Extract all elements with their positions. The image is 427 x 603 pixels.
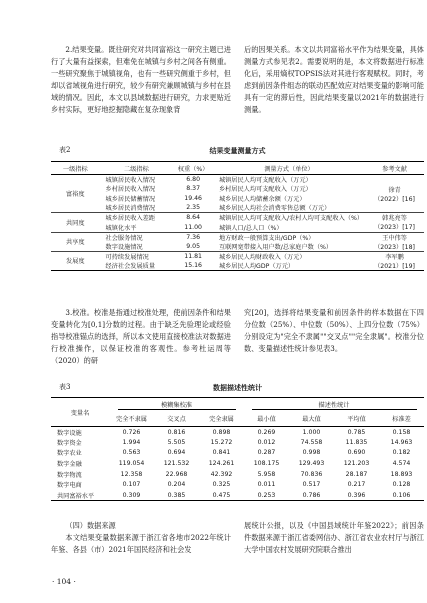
value-cell: 0.694 bbox=[167, 449, 186, 457]
text-block-bottom-right bbox=[244, 520, 424, 556]
variable-name: 共同富裕水平 bbox=[51, 490, 109, 501]
table-row bbox=[51, 427, 424, 438]
table2-caption bbox=[51, 146, 424, 155]
value-cell: 1.000 bbox=[302, 428, 321, 436]
reference-cell: 李军鹏 （2021）[19] bbox=[365, 251, 424, 270]
value-cell: 0.563 bbox=[122, 449, 141, 457]
reference-cell: 韩兆亮等 （2023）[17] bbox=[365, 213, 424, 232]
table2-header: 二级指标 bbox=[100, 162, 174, 175]
value-cell: 0.998 bbox=[302, 449, 321, 457]
weight-cell: 15.16 bbox=[173, 261, 213, 271]
value-cell: 0.475 bbox=[199, 490, 244, 501]
value-cell: 108.175 bbox=[253, 460, 280, 468]
value-cell: 0.816 bbox=[167, 428, 186, 436]
measurement-table bbox=[51, 161, 424, 271]
value-cell: 0.011 bbox=[257, 481, 276, 489]
sub-header: 标准差 bbox=[379, 412, 424, 427]
variable-name: 数字电商 bbox=[57, 482, 82, 490]
value-cell: 1.994 bbox=[122, 438, 141, 446]
table3-caption bbox=[51, 383, 424, 392]
text-block-mid-right bbox=[244, 307, 424, 355]
table3-number: 表3 bbox=[59, 383, 71, 391]
value-cell: 0.217 bbox=[347, 481, 366, 489]
paragraph-data-source-cont: 展统计公报，以及《中国县域统计年鉴2022》；前因条件数据来源于浙江省委网信办、浙江省农业农村厅与浙江大学中国农村发展研究院联合推出 bbox=[244, 521, 424, 554]
value-cell: 0.385 bbox=[154, 490, 199, 501]
value-cell: 4.574 bbox=[392, 460, 411, 468]
value-cell: 14.963 bbox=[390, 438, 413, 446]
secondary-indicator: 数字设施情况 bbox=[100, 242, 174, 252]
table2-number: 表2 bbox=[59, 146, 71, 154]
paragraph-data-source: 本文结果变量数据来源于浙江省各地市2022年统计年鉴、各县（市）2021年国民经济和社会发 bbox=[51, 533, 231, 554]
value-cell: 0.253 bbox=[244, 490, 289, 501]
table2-header: 一级指标 bbox=[51, 162, 100, 175]
value-cell: 119.054 bbox=[118, 460, 145, 468]
value-cell: 0.841 bbox=[212, 449, 231, 457]
var-header: 变量名 bbox=[51, 398, 109, 427]
paragraph-calibration-cont: 究[20]，选择将结果变量和前因条件的样本数据在下四分位数（25%）、中位数（50%）、上四分位数（75%）分别设定为"完全不隶属""交叉点""完全隶属"。校准分位数、变量描述性统计参见表3。 bbox=[244, 308, 424, 353]
value-cell: 0.690 bbox=[347, 449, 366, 457]
secondary-indicator: 可持续发展情况 bbox=[105, 253, 149, 261]
table-row bbox=[51, 458, 424, 469]
method-cell: 乡村居民人均可支配收入（万元） bbox=[218, 186, 312, 194]
value-cell: 74.558 bbox=[300, 438, 323, 446]
paragraph-result-variable-cont: 后的因果关系。本文以共同富裕水平作为结果变量，具体测量方式参见表2。需要说明的是，本文将数据进行标准化后，采用熵权TOPSIS法对其进行客观赋权。同时，考虑到前因条件组态的联动匹配效应对结果变量的影响可能具有一定的滞后性，因此结果变量以2021年的数据进行测量。 bbox=[244, 45, 424, 114]
variable-name: 数字物流 bbox=[57, 471, 82, 479]
value-cell: 12.358 bbox=[120, 470, 143, 478]
table2-title: 结果变量测量方式 bbox=[209, 146, 266, 155]
value-cell: 0.012 bbox=[257, 438, 276, 446]
value-cell: 0.785 bbox=[347, 428, 366, 436]
primary-indicator: 共同度 bbox=[51, 213, 100, 232]
value-cell: 0.396 bbox=[334, 490, 379, 501]
value-cell: 129.493 bbox=[298, 460, 325, 468]
variable-name: 数字资金 bbox=[57, 439, 82, 447]
value-cell: 18.893 bbox=[390, 470, 413, 478]
descriptive-stats-table bbox=[51, 397, 424, 501]
weight-cell: 8.37 bbox=[186, 185, 201, 193]
table-row bbox=[51, 251, 424, 261]
text-block-mid-left bbox=[51, 307, 231, 367]
weight-cell: 6.80 bbox=[186, 176, 201, 184]
secondary-indicator: 城镇居民收入情况 bbox=[105, 177, 156, 185]
paragraph-calibration: 3.校准。校准是指通过校准处理，使前因条件和结果变量转化为[0,1]分数的过程。由于缺乏先验理论或经验指导校准锚点的选择，所以本文使用直接校准法对数据进行校准操作，以保证校准的客观性。参考杜运周等（2020）的研 bbox=[51, 308, 231, 365]
secondary-indicator: 城乡居民消费情况 bbox=[100, 203, 174, 213]
value-cell: 0.158 bbox=[392, 428, 411, 436]
sub-header: 最小值 bbox=[244, 412, 289, 427]
weight-cell: 8.64 bbox=[186, 214, 201, 222]
method-cell: 互联网宽带接入用户数/总家庭户数（%） bbox=[213, 242, 365, 252]
weight-cell: 7.36 bbox=[186, 233, 201, 241]
page-number: · 104 · bbox=[52, 577, 76, 586]
method-cell: 城镇居民人均可支配收入（万元） bbox=[218, 177, 312, 185]
table-row bbox=[51, 175, 424, 185]
weight-cell: 19.46 bbox=[184, 194, 202, 202]
primary-indicator: 共享度 bbox=[51, 232, 100, 251]
sub-header: 平均值 bbox=[334, 412, 379, 427]
value-cell: 0.309 bbox=[109, 490, 154, 501]
value-cell: 70.836 bbox=[300, 470, 323, 478]
reference-cell: 王中伟等 （2023）[18] bbox=[365, 232, 424, 251]
text-block-top-left bbox=[51, 44, 231, 116]
table2-header: 参考文献 bbox=[365, 162, 424, 175]
method-cell: 城乡居民人均GDP（万元） bbox=[213, 261, 365, 271]
variable-name: 数字金融 bbox=[57, 461, 82, 469]
value-cell: 0.269 bbox=[257, 428, 276, 436]
table2-header: 测量方式（单位） bbox=[213, 162, 365, 175]
secondary-indicator: 乡村居民收入情况 bbox=[105, 186, 156, 194]
value-cell: 121.203 bbox=[343, 460, 370, 468]
weight-cell: 11.81 bbox=[184, 252, 202, 260]
value-cell: 42.392 bbox=[210, 470, 233, 478]
group-header-descriptive: 描述性统计 bbox=[252, 400, 417, 410]
method-cell: 城乡居民人均社会消费零售总额（万元） bbox=[213, 203, 365, 213]
secondary-indicator: 城乡居民收入差距 bbox=[105, 215, 156, 223]
table-row bbox=[51, 232, 424, 242]
sub-header: 最大值 bbox=[289, 412, 334, 427]
text-block-bottom-left bbox=[51, 520, 231, 556]
table-row bbox=[51, 448, 424, 459]
method-cell: 城乡居民人均财政收入（万元） bbox=[218, 253, 306, 261]
value-cell: 0.726 bbox=[122, 428, 141, 436]
value-cell: 0.204 bbox=[167, 481, 186, 489]
table-row bbox=[51, 469, 424, 480]
sub-header: 交叉点 bbox=[154, 412, 199, 427]
value-cell: 28.187 bbox=[345, 470, 368, 478]
secondary-indicator: 社会服务情况 bbox=[105, 234, 143, 242]
table3-title: 数据描述性统计 bbox=[213, 383, 262, 392]
value-cell: 5.505 bbox=[167, 438, 186, 446]
value-cell: 0.287 bbox=[257, 449, 276, 457]
section-heading-data-source: （四）数据来源 bbox=[65, 521, 116, 530]
value-cell: 0.325 bbox=[212, 481, 231, 489]
table-row bbox=[51, 479, 424, 490]
sub-header: 完全隶属 bbox=[199, 412, 244, 427]
value-cell: 0.128 bbox=[392, 481, 411, 489]
value-cell: 121.532 bbox=[163, 460, 190, 468]
value-cell: 124.261 bbox=[208, 460, 235, 468]
value-cell: 0.898 bbox=[212, 428, 231, 436]
table2-header: 权重（%） bbox=[173, 162, 213, 175]
value-cell: 15.272 bbox=[210, 438, 233, 446]
secondary-indicator: 经济社会发展质量 bbox=[100, 261, 174, 271]
secondary-indicator: 城镇化水平 bbox=[100, 222, 174, 232]
value-cell: 22.968 bbox=[165, 470, 188, 478]
group-header-calibration: 模糊集校准 bbox=[118, 400, 236, 410]
primary-indicator: 富裕度 bbox=[51, 175, 100, 213]
method-cell: 城镇居民人均可支配收入/农村人均可支配收入（%） bbox=[218, 215, 364, 223]
secondary-indicator: 城乡居民储蓄情况 bbox=[105, 195, 156, 203]
value-cell: 0.107 bbox=[122, 481, 141, 489]
reference-cell: 徐青 （2022）[16] bbox=[365, 175, 424, 213]
value-cell: 11.835 bbox=[345, 438, 368, 446]
text-block-top-right bbox=[244, 44, 424, 116]
value-cell: 0.182 bbox=[392, 449, 411, 457]
value-cell: 5.958 bbox=[257, 470, 276, 478]
weight-cell: 9.05 bbox=[173, 242, 213, 252]
value-cell: 0.517 bbox=[302, 481, 321, 489]
sub-header: 完全不隶属 bbox=[109, 412, 154, 427]
method-cell: 地方财政一般预算支出/GDP（%） bbox=[218, 234, 315, 242]
variable-name: 数字设施 bbox=[57, 429, 82, 437]
paragraph-result-variable: 2.结果变量。既往研究对共同富裕这一研究主题已进行了大量有益探索，但难免在城镇与乡村之间各有侧重。一些研究聚焦于城镇视角，也有一些研究侧重于乡村，但却以省域视角进行研究，较少有研究兼顾城镇与乡村在县域的情况。因此，本文以县域数据进行研究，力求更贴近乡村实际，更好地挖掘隐藏在复杂现象背 bbox=[51, 45, 231, 114]
variable-name: 数字农业 bbox=[57, 450, 82, 458]
value-cell: 0.786 bbox=[289, 490, 334, 501]
value-cell: 0.106 bbox=[379, 490, 424, 501]
primary-indicator: 发展度 bbox=[51, 251, 100, 270]
table-row bbox=[51, 490, 424, 501]
weight-cell: 11.00 bbox=[173, 222, 213, 232]
weight-cell: 2.35 bbox=[173, 203, 213, 213]
table-row bbox=[51, 437, 424, 448]
table-row bbox=[51, 213, 424, 223]
method-cell: 城乡居民人均储蓄余额（万元） bbox=[218, 195, 306, 203]
method-cell: 城镇人口/总人口（%） bbox=[213, 222, 365, 232]
